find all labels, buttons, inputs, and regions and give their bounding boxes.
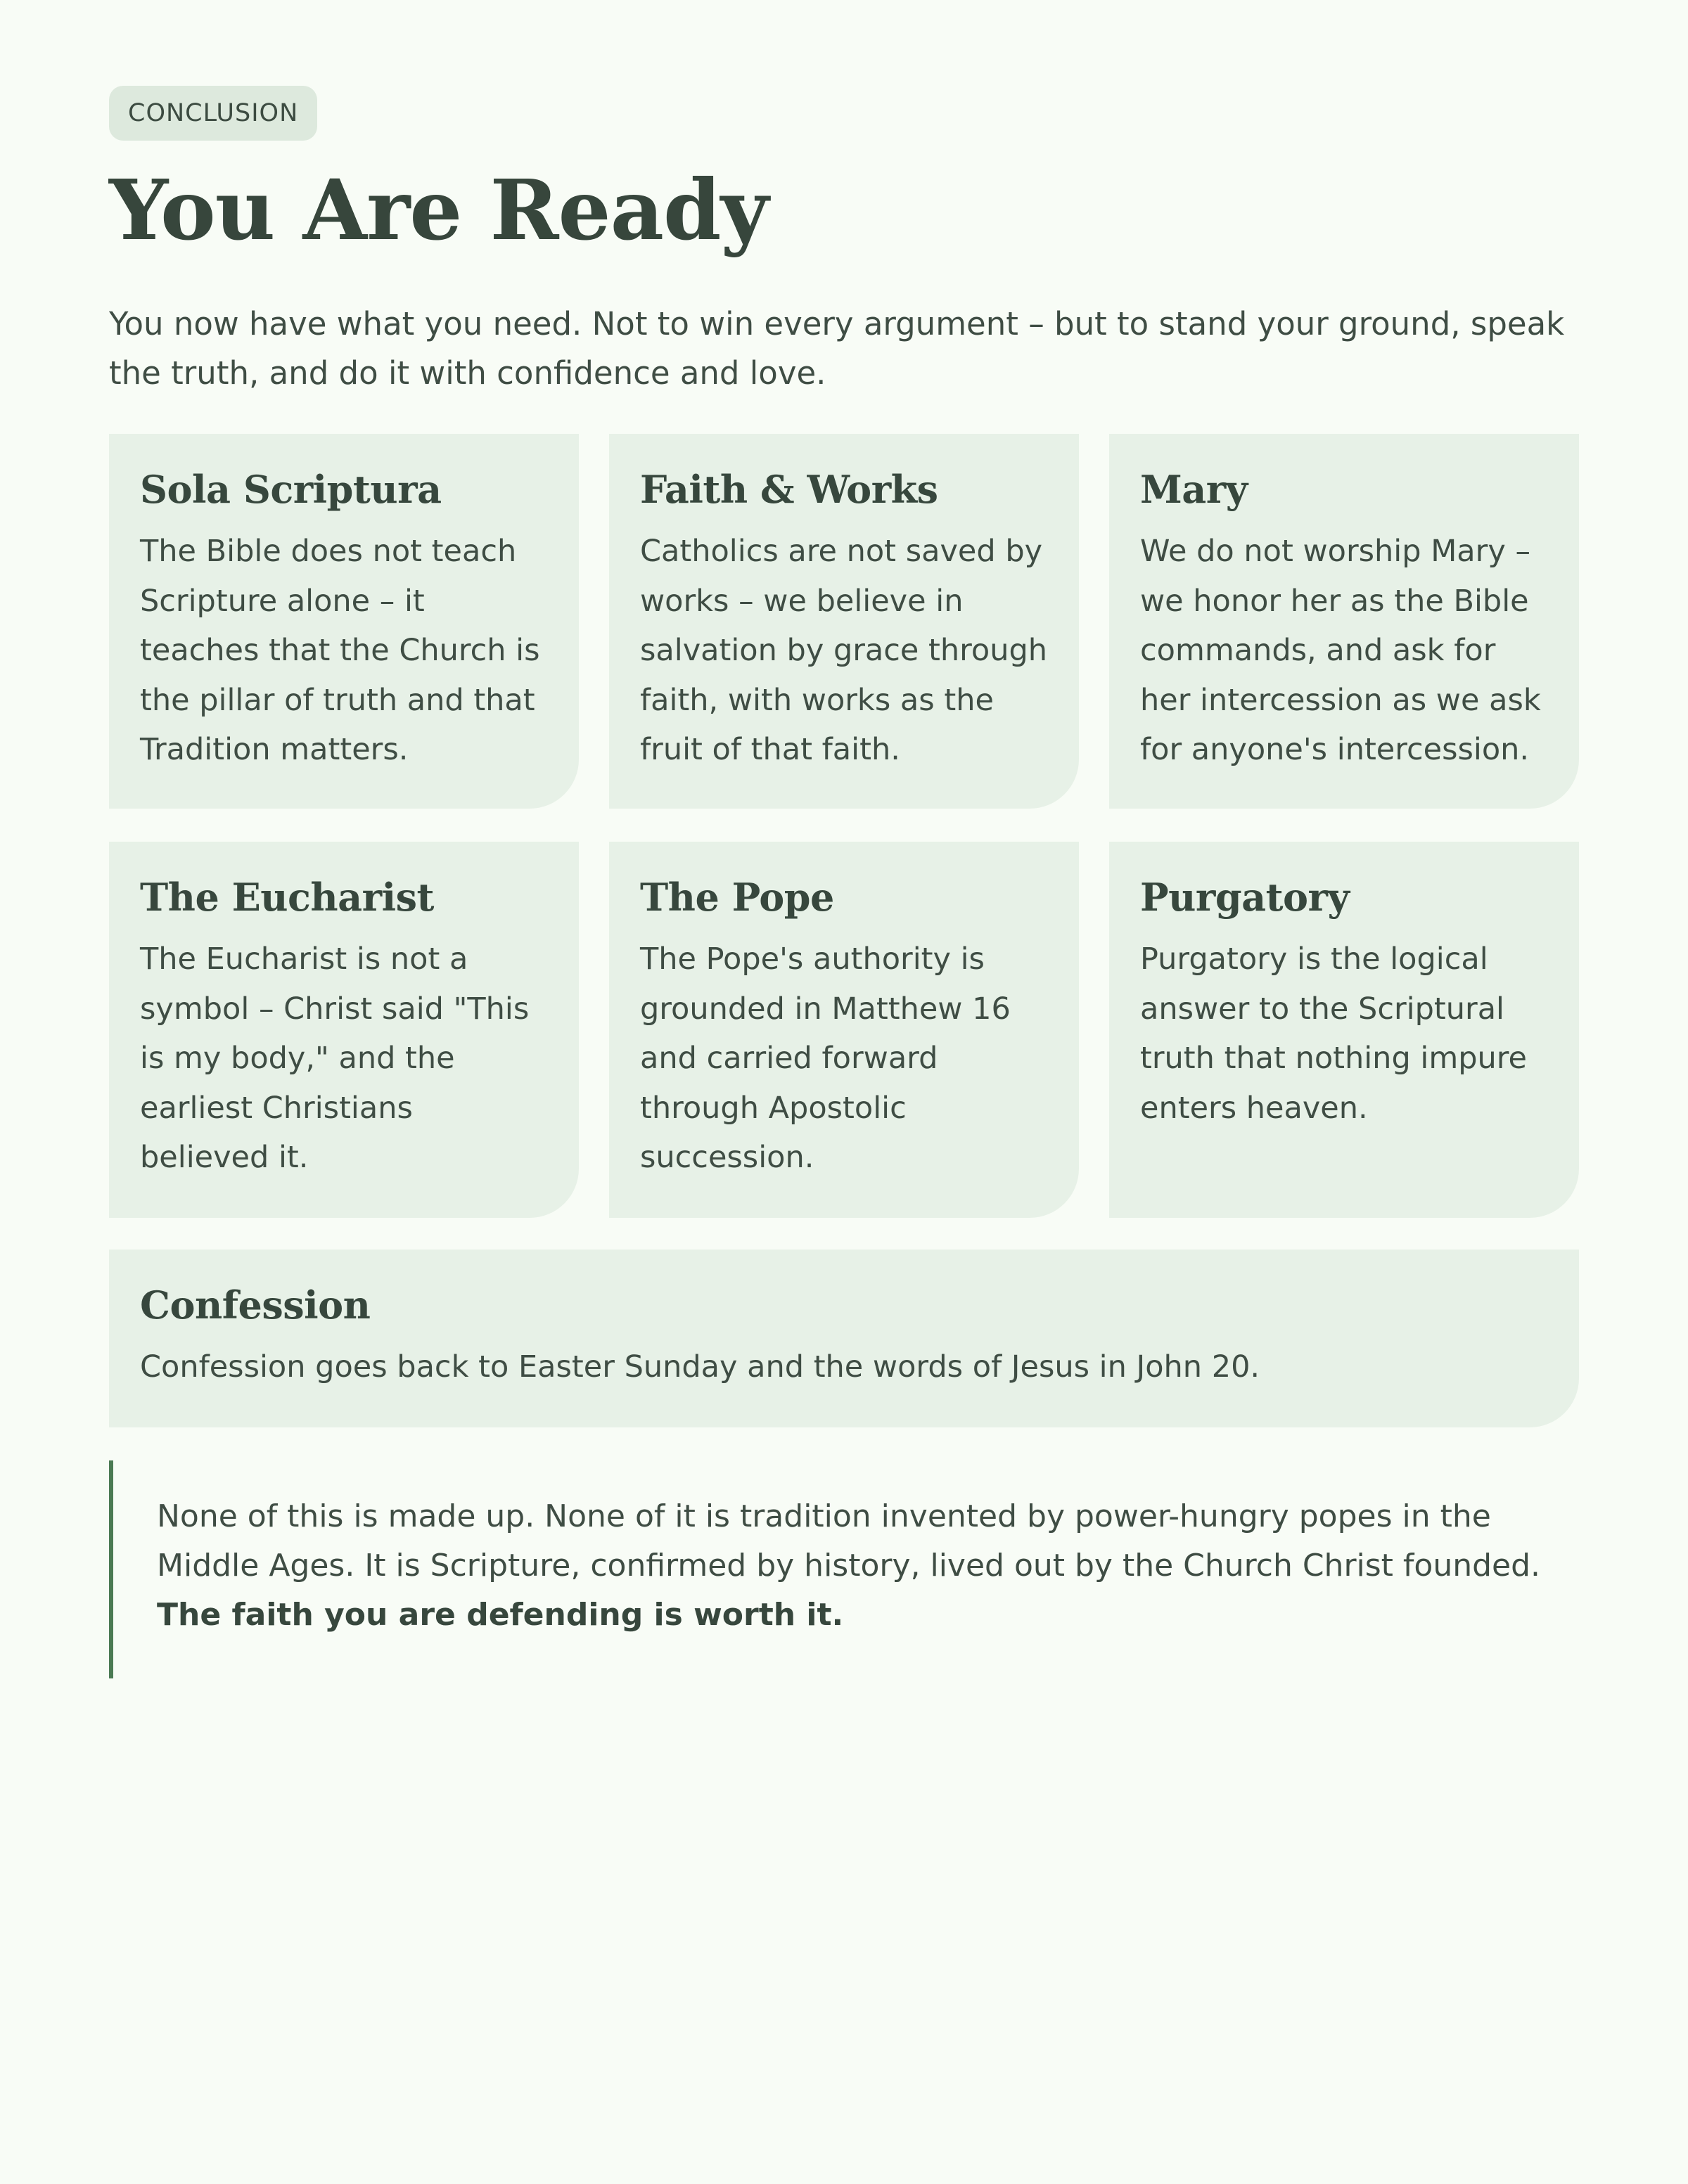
card-body: The Eucharist is not a symbol – Christ said "This is my body," and the earliest Christians believed it. bbox=[140, 942, 530, 1175]
card-title: Sola Scriptura bbox=[140, 467, 442, 512]
card-title: The Eucharist bbox=[140, 875, 434, 920]
card-title: The Pope bbox=[640, 875, 834, 920]
card-body: Confession goes back to Easter Sunday and the words of Jesus in John 20. bbox=[140, 1349, 1260, 1385]
topic-card-sola-scriptura bbox=[109, 434, 579, 809]
topic-card-mary bbox=[1109, 434, 1579, 809]
card-title: Mary bbox=[1140, 467, 1248, 512]
card-title: Faith & Works bbox=[640, 467, 938, 512]
section-badge: CONCLUSION bbox=[109, 86, 317, 141]
topic-card-confession bbox=[109, 1250, 1579, 1427]
topic-card-pope bbox=[609, 842, 1079, 1218]
card-body: The Pope's authority is grounded in Matthew 16 and carried forward through Apostolic succession. bbox=[640, 942, 1011, 1175]
page-title: You Are Ready bbox=[109, 161, 769, 259]
card-title: Confession bbox=[140, 1283, 371, 1328]
card-body: The Bible does not teach Scripture alone – it teaches that the Church is the pillar of truth and that Tradition matters. bbox=[140, 534, 540, 767]
card-body: We do not worship Mary – we honor her as the Bible commands, and ask for her intercession as we ask for anyone's intercession. bbox=[1140, 534, 1541, 767]
topic-card-eucharist bbox=[109, 842, 579, 1218]
card-body: Catholics are not saved by works – we believe in salvation by grace through faith, with works as the fruit of that faith. bbox=[640, 534, 1047, 767]
card-body: Purgatory is the logical answer to the Scriptural truth that nothing impure enters heaven. bbox=[1140, 942, 1527, 1126]
closing-text bbox=[157, 1492, 1579, 1640]
closing-blockquote bbox=[109, 1460, 1579, 1678]
topic-card-purgatory bbox=[1109, 842, 1579, 1218]
card-title: Purgatory bbox=[1140, 875, 1350, 920]
topic-card-faith-works bbox=[609, 434, 1079, 809]
closing-statement: None of this is made up. None of it is tradition invented by power-hungry popes in the Middle Ages. It is Scripture, confirmed by history, lived out by the Church Christ founded. bbox=[157, 1498, 1541, 1584]
closing-emphasis: The faith you are defending is worth it. bbox=[157, 1597, 844, 1633]
intro-paragraph: You now have what you need. Not to win every argument – but to stand your ground, speak the truth, and do it with confidence and love. bbox=[109, 305, 1565, 392]
conclusion-page bbox=[109, 86, 1579, 1633]
